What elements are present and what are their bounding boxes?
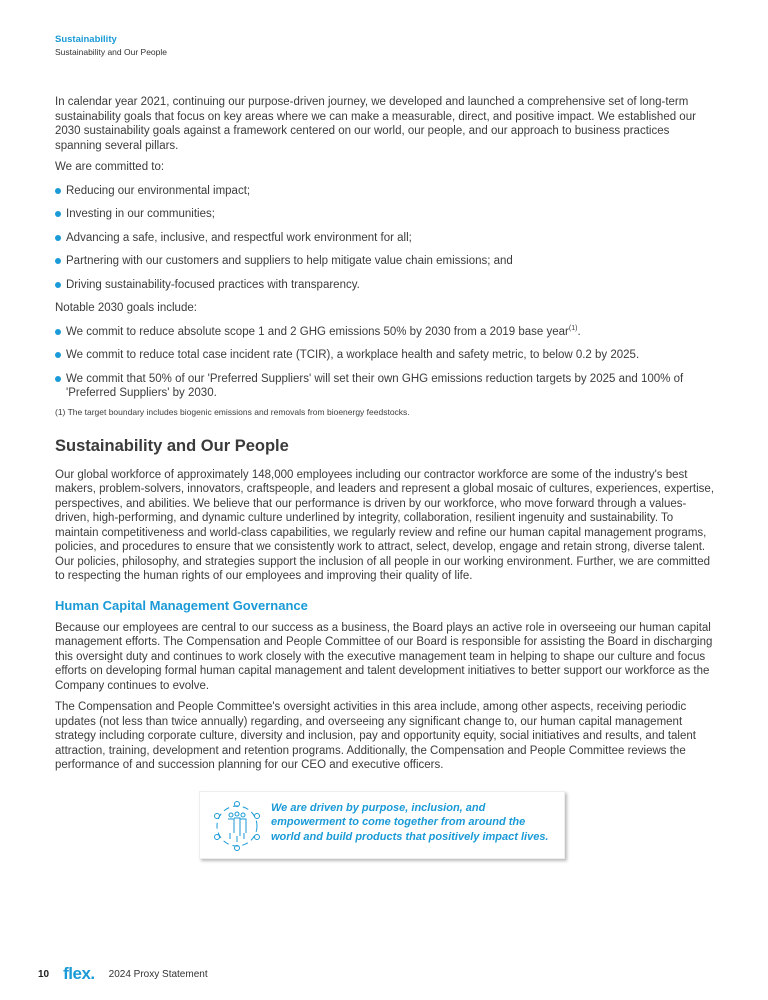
- callout-quote: We are driven by purpose, inclusion, and empowerment to come together from around the world and build products that positively impact lives.: [271, 801, 549, 843]
- goal-period: .: [577, 325, 581, 338]
- callout-box: [199, 791, 565, 859]
- goal-text: We commit to reduce absolute scope 1 and 2 GHG emissions 50% by 2030 from a 2019 base year: [66, 325, 569, 338]
- page-number: 10: [38, 968, 50, 980]
- footnote: (1) The target boundary includes biogenic emissions and removals from bioenergy feedstocks.: [55, 406, 410, 417]
- people-paragraph: Our global workforce of approximately 148,000 employees including our contractor workforce are some of the industry's best makers, problem-solvers, innovators, craftspeople, and leaders and represent a global mosaic of cultures, experiences, expertise, perspectives, and abilities. We believe that our performance is driven by our workforce, who move forward through a values-driven, high-performing, and dynamic culture underlined by integrity, collaboration, resilient ingenuity and sustainability. To maintain competitiveness and world-class capabilities, we regularly review and refine our human capital management programs, policies, and procedures to ensure that we consistently work to attract, select, develop, engage and retain strong, diverse talent. Our policies, philosophy, and strategies support the inclusion of all people in our working environment. Further, we are committed to respecting the human rights of our employees and improving their quality of life.: [55, 468, 715, 582]
- list-item: We commit that 50% of our 'Preferred Suppliers' will set their own GHG emissions reduction targets by 2025 and 100% of 'Preferred Suppliers' by 2030.: [55, 372, 717, 401]
- footnote-ref: (1): [568, 324, 578, 332]
- people-heading: Sustainability and Our People: [55, 436, 289, 455]
- intro-paragraph: In calendar year 2021, continuing our purpose-driven journey, we developed and launched a comprehensive set of long-term sustainability goals that focus on key areas where we can make a measurable, direct, and positive impact. We established our 2030 sustainability goals against a framework centered on our world, our people, and our approach to business practices spanning several pillars.: [55, 96, 696, 152]
- goals-list: [55, 325, 717, 401]
- document-title: 2024 Proxy Statement: [108, 968, 208, 980]
- list-item: [55, 325, 717, 340]
- section-label: Sustainability: [55, 34, 117, 45]
- list-item: Reducing our environmental impact;: [55, 184, 717, 199]
- governance-paragraph-1: Because our employees are central to our success as a business, the Board plays an active role in overseeing our human capital management efforts. The Compensation and People Committee of our Board is responsible for assisting the Board in discharging this oversight duty and continues to work closely with the executive management team in helping to shape our culture and focus efforts on developing formal human capital management and talent development initiatives to better support our workforce as the Company continues to evolve.: [55, 621, 713, 692]
- list-item: Advancing a safe, inclusive, and respectful work environment for all;: [55, 231, 717, 246]
- list-item: We commit to reduce total case incident rate (TCIR), a workplace health and safety metric, to below 0.2 by 2025.: [55, 348, 717, 363]
- list-item: Driving sustainability-focused practices with transparency.: [55, 278, 717, 293]
- governance-paragraph-2: The Compensation and People Committee's oversight activities in this area include, among other aspects, receiving periodic updates (not less than twice annually) regarding, and overseeing any significant change to, our human capital management strategy including corporate culture, diversity and inclusion, pay and opportunity equity, social initiatives and results, and talent attraction, training, development and retention programs. Additionally, the Compensation and People Committee reviews the performance of and succession planning for our CEO and executive officers.: [55, 701, 696, 771]
- flex-logo: flex.: [63, 964, 95, 983]
- subsection-label: Sustainability and Our People: [55, 47, 167, 57]
- list-item: Investing in our communities;: [55, 207, 717, 222]
- list-item: Partnering with our customers and suppliers to help mitigate value chain emissions; and: [55, 254, 717, 269]
- committed-label: We are committed to:: [55, 161, 165, 173]
- governance-heading: Human Capital Management Governance: [55, 597, 308, 613]
- people-network-icon: [212, 799, 262, 853]
- goals-label: Notable 2030 goals include:: [55, 302, 197, 314]
- page-footer: [38, 964, 208, 984]
- commitments-list: [55, 184, 717, 293]
